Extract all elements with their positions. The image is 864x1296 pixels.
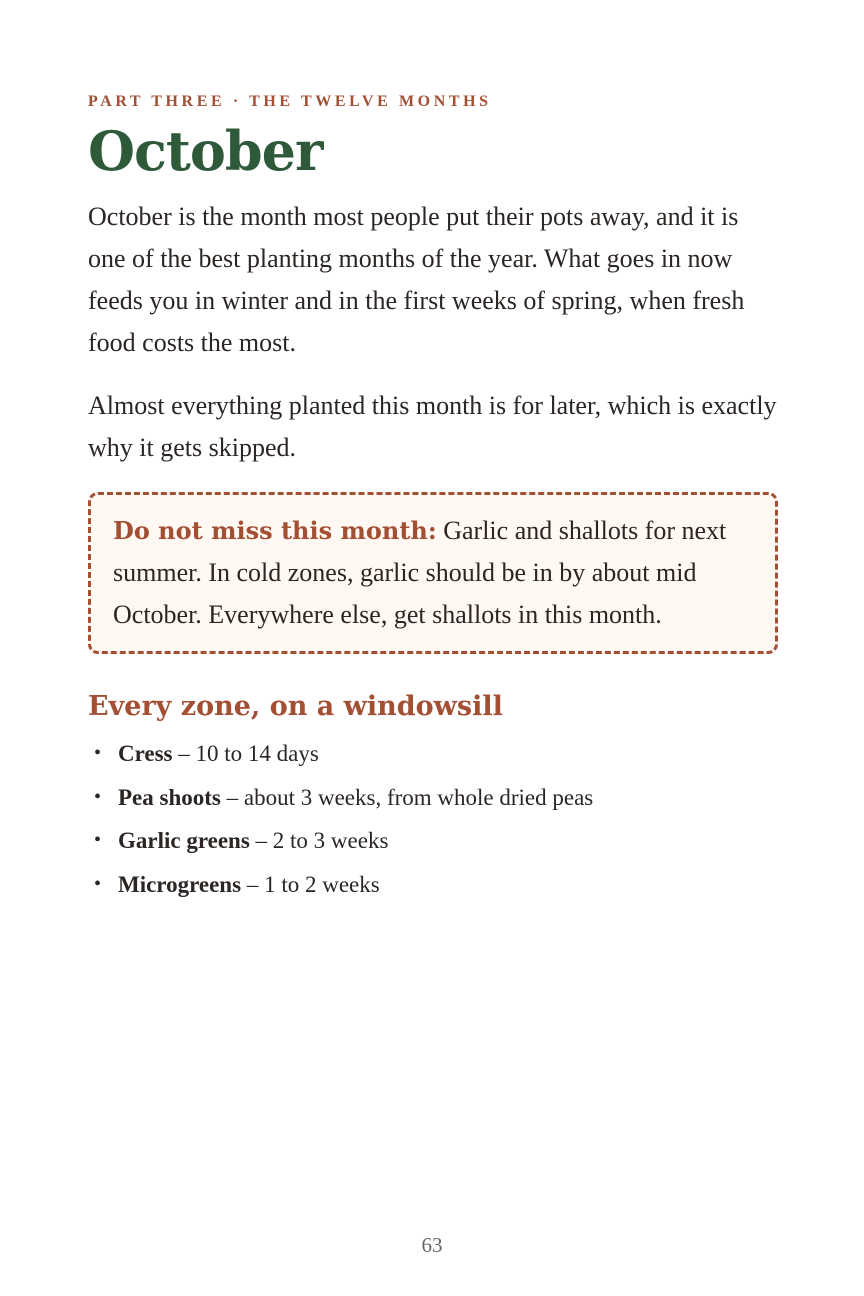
plant-name: Garlic greens bbox=[118, 828, 250, 853]
callout-body: Garlic and shallots for next summer. In cold zones, garlic should be in by about mid October. Everywhere else, get shallots in this month. bbox=[113, 516, 727, 629]
bullet-icon: • bbox=[94, 829, 102, 851]
plant-list bbox=[88, 732, 778, 906]
plant-detail: – 10 to 14 days bbox=[172, 741, 319, 766]
page-number: 63 bbox=[421, 1233, 443, 1257]
list-item bbox=[88, 819, 778, 863]
bullet-icon: • bbox=[94, 872, 102, 895]
callout-lead: Do not miss this month: bbox=[113, 516, 437, 545]
section-heading: Every zone, on a windowsill bbox=[88, 691, 503, 722]
list-item bbox=[88, 732, 778, 776]
page-title: October bbox=[88, 119, 323, 183]
callout-box bbox=[88, 492, 778, 654]
plant-detail: – 1 to 2 weeks bbox=[241, 871, 380, 897]
plant-detail: – about 3 weeks, from whole dried peas bbox=[220, 784, 594, 810]
list-item bbox=[88, 776, 778, 820]
plant-name: Microgreens bbox=[118, 871, 242, 897]
second-paragraph: Almost everything planted this month is for later, which is exactly why it gets skipped. bbox=[88, 391, 777, 462]
list-item bbox=[88, 863, 778, 907]
plant-name: Pea shoots bbox=[118, 784, 221, 810]
plant-name: Cress bbox=[118, 741, 173, 766]
bullet-icon: • bbox=[94, 742, 102, 764]
callout-text bbox=[113, 510, 755, 636]
bullet-icon: • bbox=[94, 785, 102, 808]
part-kicker: PART THREE · THE TWELVE MONTHS bbox=[88, 93, 492, 110]
page-content bbox=[88, 92, 778, 906]
intro-paragraph: October is the month most people put their pots away, and it is one of the best planting months of the year. What goes in now feeds you in winter and in the first weeks of spring, when fresh food costs the most. bbox=[88, 202, 745, 357]
plant-detail: – 2 to 3 weeks bbox=[249, 828, 389, 853]
